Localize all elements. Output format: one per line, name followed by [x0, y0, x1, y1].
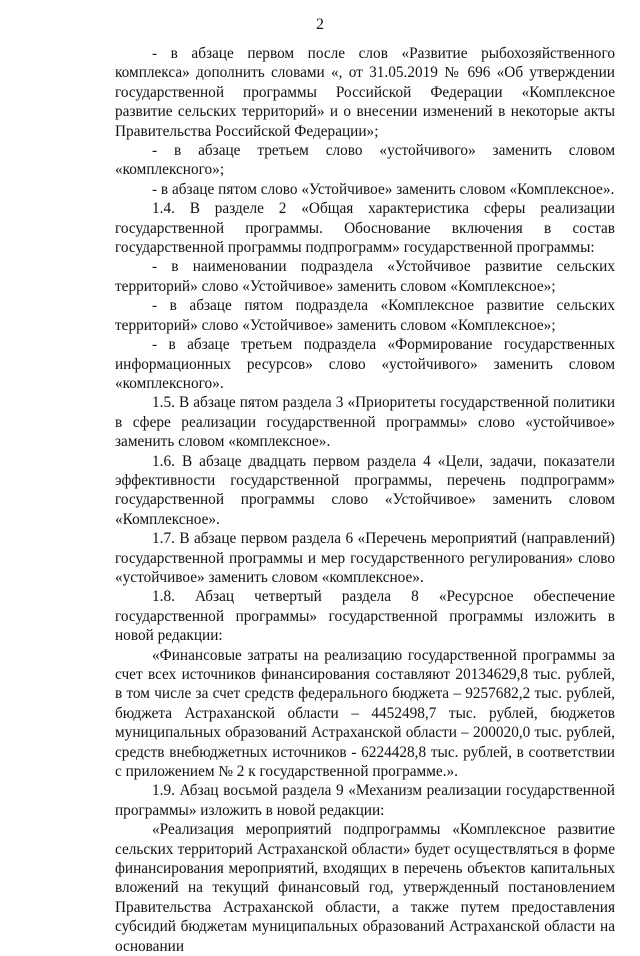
paragraph-3: - в абзаце пятом слово «Устойчивое» заменить словом «Комплексное». [152, 180, 615, 198]
paragraph-6: - в абзаце пятом подраздела «Комплексное развитие сельских территорий» слово «Устойчивое» заменить словом «Комплексное»; [115, 297, 615, 334]
paragraph-12: «Финансовые затраты на реализацию государственной программы за счет всех источников финансирования составляют 20134629,8 тыс. рублей, в том числе за счет средств федерального бюджета – 9257682,2 тыс. рублей, бюджета Астраханской области – 4452498,7 тыс. рублей, бюджетов муниципальных образований Астраханской области – 200020,0 тыс. рублей, средств внебюджетных источников - 6224428,8 тыс. рублей, в соответствии с приложением № 2 к государственной программе.». [115, 646, 615, 781]
paragraph-9: 1.6. В абзаце двадцать первом раздела 4 «Цели, задачи, показатели эффективности государственной программы, перечень подпрограмм» государственной программы слово «Устойчивое» заменить словом «Комплексное». [115, 452, 615, 528]
document-body [115, 44, 615, 956]
paragraph-11: 1.8. Абзац четвертый раздела 8 «Ресурсное обеспечение государственной программы» государственной программы изложить в новой редакции: [115, 588, 615, 645]
paragraph-10: 1.7. В абзаце первом раздела 6 «Перечень мероприятий (направлений) государственной программы и мер государственного регулирования» слово «устойчивое» заменить словом «комплексное». [115, 530, 615, 586]
paragraph-14: «Реализация мероприятий подпрограммы «Комплексное развитие сельских территорий Астраханской области» будет осуществляться в форме финансирования мероприятий, входящих в перечень объектов капитальных вложений на текущий финансовый год, утвержденный постановлением Правительства Астраханской области, а также путем предоставления субсидий бюджетам муниципальных образований Астраханской области на основании [115, 821, 615, 955]
paragraph-13: 1.9. Абзац восьмой раздела 9 «Механизм реализации государственной программы» изложить в новой редакции: [115, 782, 615, 819]
paragraph-7: - в абзаце третьем подраздела «Формирование государственных информационных ресурсов» слово «устойчивого» заменить словом «комплексного». [115, 336, 615, 392]
paragraph-5: - в наименовании подраздела «Устойчивое развитие сельских территорий» слово «Устойчивое» заменить словом «Комплексное»; [115, 258, 615, 295]
paragraph-1: - в абзаце первом после слов «Развитие рыбохозяйственного комплекса» дополнить словами «, от 31.05.2019 № 696 «Об утверждении государственной программы Российской Федерации «Комплексное развитие сельских территорий» и о внесении изменений в некоторые акты Правительства Российской Федерации»; [115, 45, 615, 140]
paragraph-8: 1.5. В абзаце пятом раздела 3 «Приоритеты государственной политики в сфере реализации государственной программы» слово «устойчивое» заменить словом «комплексное». [115, 394, 615, 451]
paragraph-4: 1.4. В разделе 2 «Общая характеристика сферы реализации государственной программы. Обоснование включения в состав государственной программы подпрограмм» государственной программы: [115, 200, 615, 257]
paragraph-2: - в абзаце третьем слово «устойчивого» заменить словом «комплексного»; [115, 142, 615, 179]
page-number: 2 [316, 16, 324, 33]
